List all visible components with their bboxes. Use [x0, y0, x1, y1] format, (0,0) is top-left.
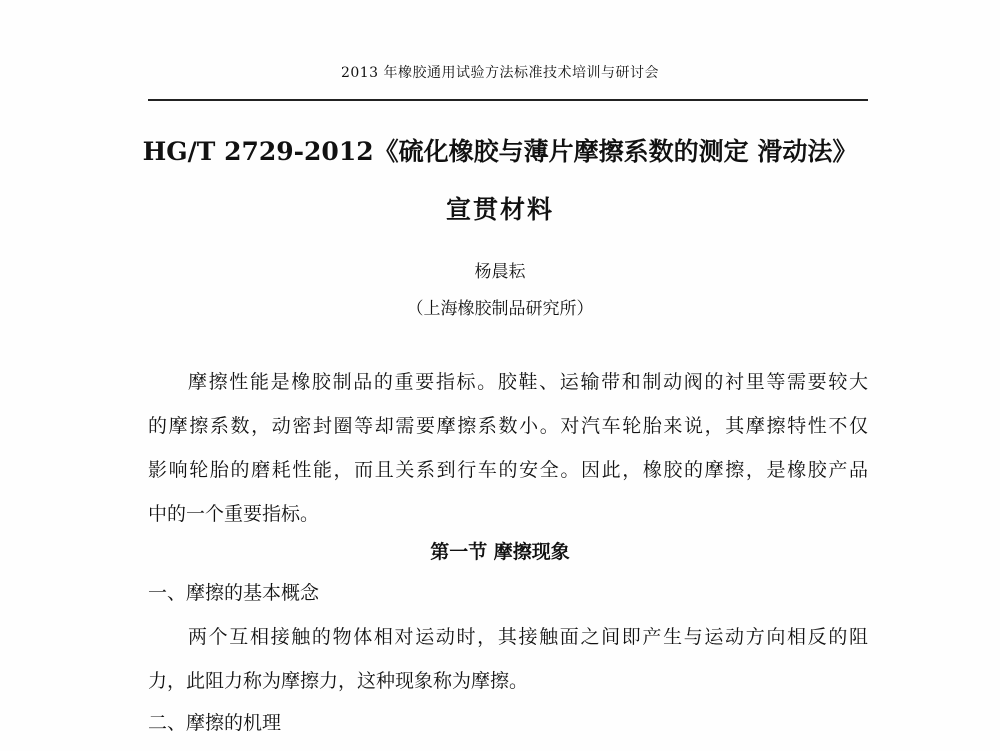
document-title: HG/T 2729-2012《硫化橡胶与薄片摩擦系数的测定 滑动法》 [142, 137, 858, 166]
author-affiliation: （上海橡胶制品研究所） [406, 299, 594, 319]
subsection-heading: 一、摩擦的基本概念 [148, 582, 320, 604]
paragraph-line: 两个互相接触的物体相对运动时，其接触面之间即产生与运动方向相反的阻 [188, 626, 868, 648]
author-name: 杨晨耘 [474, 262, 526, 282]
document-subtitle: 宣贯材料 [445, 195, 554, 224]
paragraph-line: 力，此阻力称为摩擦力，这种现象称为摩擦。 [148, 670, 529, 692]
running-header: 2013 年橡胶通用试验方法标准技术培训与研讨会 [340, 65, 660, 81]
header-rule [148, 99, 868, 101]
section-heading: 第一节 摩擦现象 [430, 541, 570, 563]
paragraph-line: 影响轮胎的磨耗性能，而且关系到行车的安全。因此，橡胶的摩擦，是橡胶产品 [148, 459, 868, 481]
subsection-heading: 二、摩擦的机理 [148, 712, 282, 734]
paragraph-line: 中的一个重要指标。 [148, 503, 320, 525]
paragraph-line: 的摩擦系数，动密封圈等却需要摩擦系数小。对汽车轮胎来说，其摩擦特性不仅 [148, 415, 868, 437]
paragraph-line: 摩擦性能是橡胶制品的重要指标。胶鞋、运输带和制动阀的衬里等需要较大 [188, 371, 868, 393]
